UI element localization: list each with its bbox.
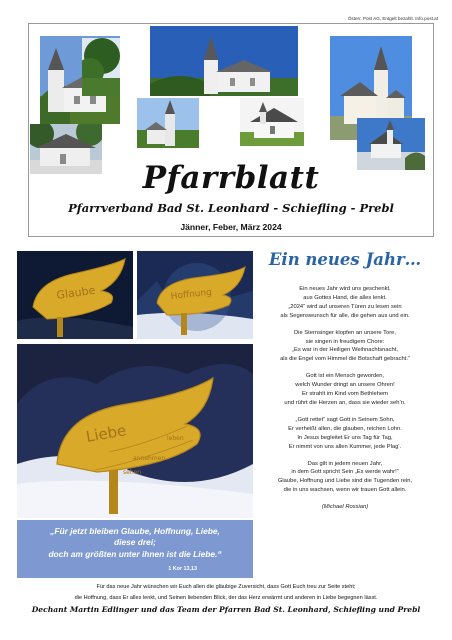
wing-photo-hoffnung	[137, 251, 253, 339]
wing-word-sehen: sehen	[123, 469, 142, 476]
wing-word-glaube: Glaube	[55, 283, 97, 302]
church-photo-4	[137, 98, 199, 148]
church-photo-5	[240, 98, 304, 146]
poem-stanza	[262, 460, 428, 496]
quote-reference: 1 Kor 13,13	[168, 566, 197, 572]
wing-photo-liebe	[17, 344, 253, 518]
quote-line: diese drei;	[114, 537, 156, 548]
church-photo-3	[150, 26, 298, 96]
poem	[262, 285, 428, 512]
poem-line: Er strahlt im Kind vom Bethlehem	[301, 391, 389, 398]
poem-line: in dem Gott spricht Sein „Es werde wahr!“	[291, 469, 399, 476]
poem-line: In Jesus begleitet Er uns Tag für Tag,	[297, 434, 393, 441]
poem-line: Ein neues Jahr wird uns geschenkt,	[299, 286, 391, 292]
newsletter-title: Pfarrblatt	[142, 160, 320, 196]
poem-line: als Segenswunsch für alle, die gehen aus und ein.	[280, 312, 410, 319]
poem-line: Gott ist ein Mensch geworden,	[305, 373, 385, 380]
quote-line: „Für jetzt bleiben Glaube, Hoffnung, Liebe,	[50, 526, 220, 536]
poem-stanza	[262, 372, 428, 408]
signoff: Dechant Martin Edlinger und das Team der Pfarren Bad St. Leonhard, Schiefling und Prebl	[31, 605, 421, 614]
poem-line: welch Wunder dringt an unsere Ohren!	[295, 382, 395, 389]
poem-line: Er nimmt von uns allen Kummer, jede Plag‘.	[288, 443, 402, 450]
poem-stanza	[262, 329, 428, 365]
poem-stanza	[262, 285, 428, 321]
wing-word-annehmen: annehmen	[133, 455, 166, 462]
poem-line: „Es war in der Heiligen Weihnachtsnacht,	[292, 347, 398, 354]
poem-line: als die Engel vom Himmel die Botschaft gebracht.“	[280, 356, 410, 363]
poem-line: aus Gottes Hand, die alles lenkt.	[303, 294, 387, 301]
poem-author: (Michael Rossian)	[321, 504, 369, 511]
poem-line: Er verheißt allen, die glauben, reichen Lohn.	[288, 425, 402, 432]
postage-note: Österr. Post AG, Entgelt bezahlt. Info.post.at	[347, 16, 438, 21]
poem-stanza	[262, 416, 428, 452]
wishes-line: Für das neue Jahr wünschen wir Euch allen die gläubige Zuversicht, dass Gott Euch treu zur Seite steht;	[96, 584, 356, 590]
wing-photo-glaube	[17, 251, 133, 339]
new-year-wishes	[10, 582, 442, 603]
bible-quote-box	[17, 520, 253, 578]
wishes-line: die Hoffnung, dass Er alles lenkt, und Seinen liebenden Blick, der das Herz erwärmt und anderen in Liebe begegnen lässt.	[74, 594, 378, 601]
poem-line: Glaube, Hoffnung und Liebe sind die Tugenden rein,	[277, 478, 413, 485]
issue-date: Jänner, Feber, März 2024	[180, 222, 282, 232]
wing-word-hoffnung: Hoffnung	[170, 287, 213, 302]
wing-word-leben: leben	[167, 435, 184, 442]
poem-line: Die Sternsinger klopfen an unsere Tore,	[293, 329, 397, 336]
quote-line: doch am größten unter ihnen ist die Liebe.“	[48, 548, 222, 559]
poem-line: und rührt die Herzen an, dass sie wieder seh’n.	[284, 399, 406, 406]
parish-association: Pfarrverband Bad St. Leonhard - Schiefling - Prebl	[68, 201, 394, 215]
poem-line: „2024“ wird auf unseren Türen zu lesen sein	[288, 303, 402, 310]
poem-line: die in uns wachsen, wenn wir trauen Gott allein.	[283, 487, 407, 494]
church-photo-2	[82, 38, 120, 96]
poem-line: „Gott rettet“ sagt Gott in Seinem Sohn,	[295, 416, 395, 423]
wing-word-liebe: Liebe	[84, 421, 128, 446]
poem-line: Das gilt in jedem neuen Jahr,	[307, 460, 383, 467]
poem-line: sie singen in freudigem Chore:	[305, 338, 385, 345]
poem-title: Ein neues Jahr…	[268, 250, 422, 269]
